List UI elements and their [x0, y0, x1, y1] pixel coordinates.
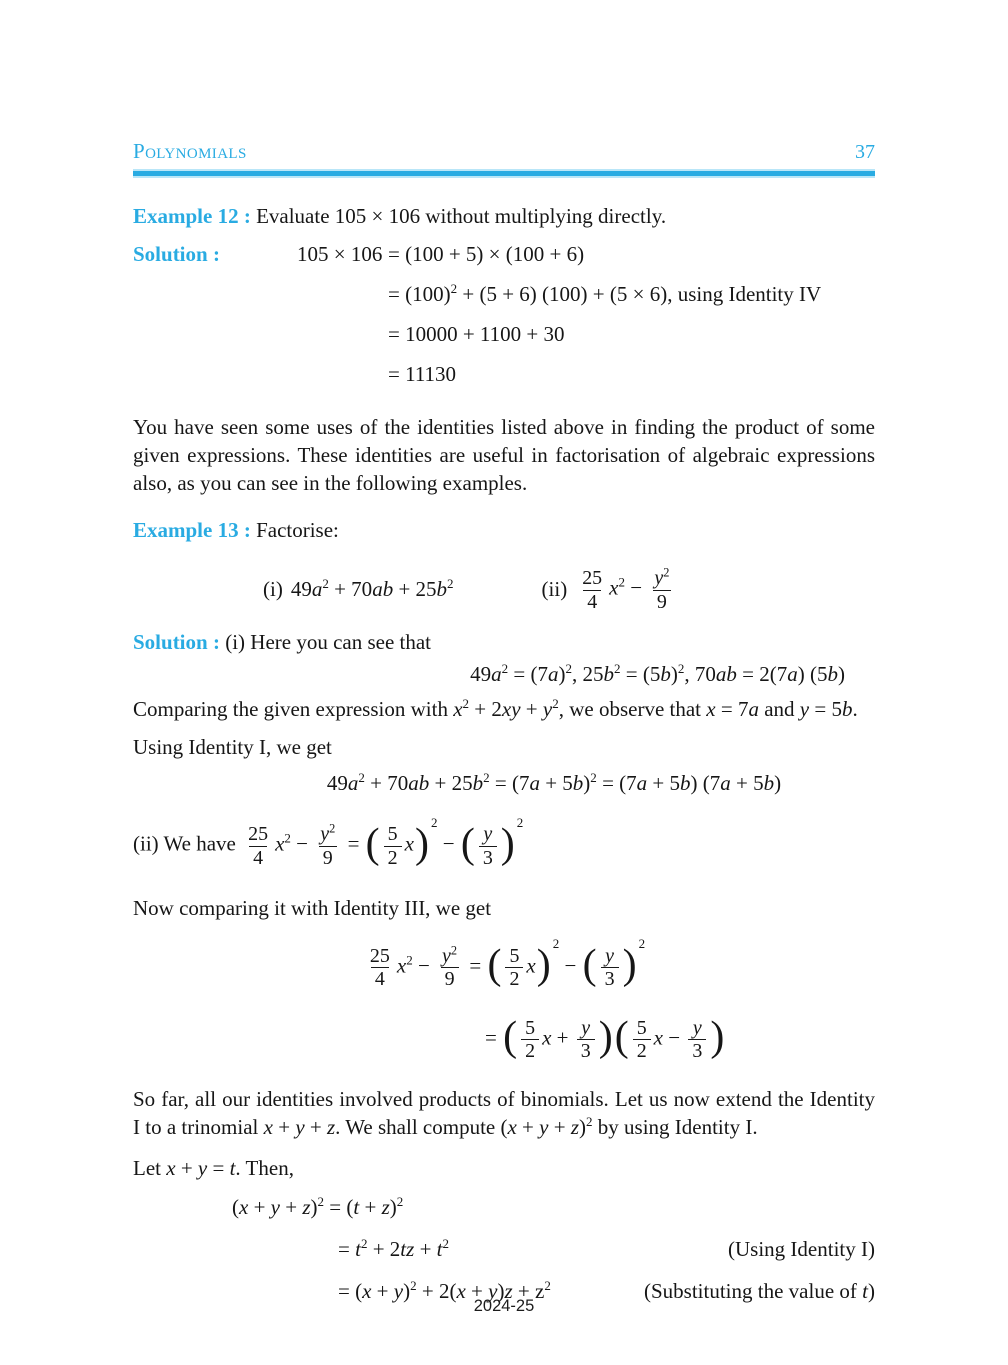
- solution-13-part-i-intro: (i) Here you can see that: [225, 629, 432, 654]
- example-13-statement: Factorise:: [256, 518, 339, 543]
- equation-lhs: [297, 361, 388, 389]
- item-i-expression: $49a^2 + 70ab + 25b^2$: [290, 576, 454, 602]
- solution-ii-equation-2: = ( $\frac{5}{2}$ x + $\frac{y}{3}$ )( $\frac{5}{2}$ x − $\frac{y}{3}$ ): [485, 1013, 725, 1062]
- paragraph-identities-uses: You have seen some uses of the identities listed above in finding the product of some given expressions. These identities are useful in factorisation of algebraic expressions also, as you can see in the following examples.: [133, 415, 875, 495]
- item-i-label: (i): [263, 577, 283, 602]
- solution-i-equation: $49a^2 = (7a)^2$, $25b^2 = (5b)^2$, 70ab = 2(7a) (5b): [470, 660, 845, 686]
- chapter-title: Polynomials: [133, 139, 247, 163]
- trinomial-note-2: (Using Identity I): [728, 1237, 875, 1262]
- example-12-label: Example 12 :: [133, 203, 251, 228]
- paragraph-extend-identity: So far, all our identities involved products of binomials. Let us now extend the Identity I to a trinomial x + y + z. We shall compute $(x + y + z)^2$ by using Identity I.: [133, 1087, 875, 1139]
- example-13-heading: [133, 517, 875, 545]
- solution-ii-comparing: Now comparing it with Identity III, we get: [133, 896, 492, 921]
- trinomial-equation-2-row: [133, 1236, 875, 1264]
- let-substitution-line: Let x + y = t. Then,: [133, 1155, 294, 1180]
- footer-edition-year: 2024-25: [473, 1297, 535, 1316]
- trinomial-equation-1: $(x + y + z)^2 = (t + z)^2$: [232, 1194, 404, 1220]
- solution-i-using-identity: Using Identity I, we get: [133, 735, 332, 760]
- example-13-label: Example 13 :: [133, 518, 251, 543]
- equation-lhs: [297, 281, 388, 309]
- item-ii-expression: $\frac{25}{4}$ $x^2$ − $\frac{y^2}{9}$: [582, 565, 670, 613]
- solution-13-label: Solution :: [133, 629, 220, 654]
- trinomial-derivation: [133, 1194, 875, 1305]
- item-ii-label: (ii): [541, 577, 568, 602]
- solution-i-comparing: Comparing the given expression with $x^2 + 2xy + y^2$, we observe that x = 7a and y = 5b.: [133, 696, 858, 722]
- equation-line: [297, 361, 875, 389]
- page-content: [133, 0, 875, 1306]
- page-number: 37: [855, 141, 875, 163]
- solution-ii-equation-1: $\frac{25}{4}$ $x^2$ − $\frac{y^2}{9}$ = ( $\frac{5}{2}$ x) $^2$ − ( $\frac{y}{3}$ ) $^2$: [369, 936, 646, 991]
- equation-line: [297, 241, 875, 269]
- page-header: [133, 0, 875, 166]
- example-12-statement: Evaluate 105 × 106 without multiplying directly.: [256, 203, 667, 228]
- equation-rhs: = (100 + 5) × (100 + 6): [388, 242, 585, 267]
- factorise-item-i: [263, 578, 454, 601]
- header-rule: [133, 171, 875, 176]
- factorise-item-ii: [542, 567, 677, 613]
- example-12-equations: [297, 241, 875, 400]
- trinomial-equation-3: = $(x + y)^2 + 2(x + y)z + z^2$: [338, 1277, 551, 1303]
- equation-lhs: [297, 321, 388, 349]
- trinomial-equation-2: = $t^2 + 2tz + t^2$: [338, 1236, 450, 1262]
- trinomial-note-3: (Substituting the value of t): [644, 1278, 875, 1303]
- factorise-items: [133, 567, 875, 613]
- equation-rhs: = 10000 + 1100 + 30: [388, 321, 565, 346]
- equation-lhs: 105 × 106: [297, 242, 383, 267]
- solution-ii-we-have: (ii) We have $\frac{25}{4}$ $x^2$ − $\frac{y^2}{9}$ = ( $\frac{5}{2}$ x) $^2$ − ( $\frac{y}{3}$ ) $^2$: [133, 814, 524, 869]
- solution-i-result-equation: $49a^2 + 70ab + 25b^2 = (7a + 5b)^2 = (7a + 5b) (7a + 5b)$: [326, 769, 782, 795]
- equation-line: [297, 321, 875, 349]
- solution-13-intro: [133, 629, 875, 657]
- equation-rhs: = $(100)^2 + (5 + 6) (100) + (5 \times 6)$, using Identity IV: [388, 281, 822, 307]
- equation-line: [297, 281, 875, 309]
- example-12-solution: [133, 241, 875, 400]
- equation-rhs: = 11130: [388, 361, 457, 386]
- solution-12-label: Solution :: [133, 242, 220, 267]
- example-12-heading: [133, 203, 875, 231]
